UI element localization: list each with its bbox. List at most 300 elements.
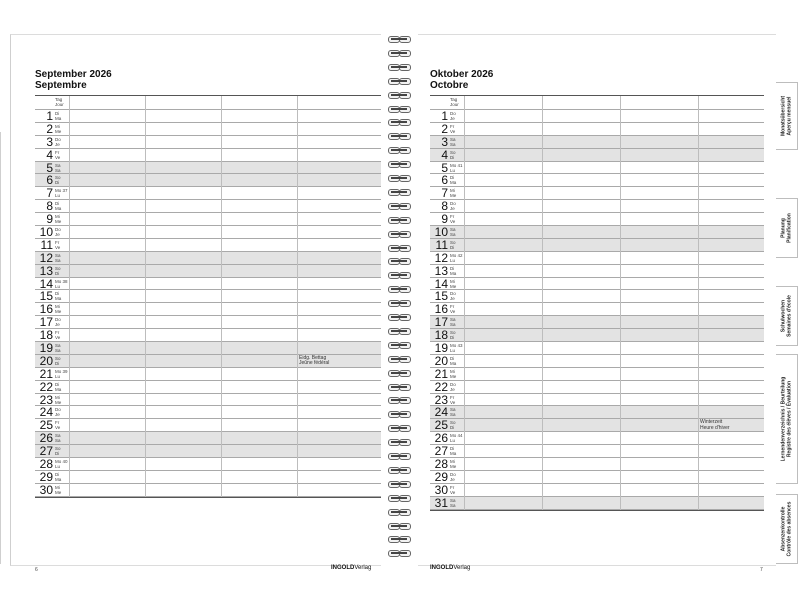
holiday-note-de: Winterzeit xyxy=(700,419,723,426)
day-row[interactable] xyxy=(430,226,764,239)
day-row[interactable] xyxy=(430,432,764,445)
weekday-label xyxy=(55,291,61,301)
spiral-coil xyxy=(386,495,412,502)
weekday-fr: Lu xyxy=(450,348,456,354)
day-row[interactable] xyxy=(430,381,764,394)
day-number: 14 xyxy=(39,276,53,291)
weekday-label xyxy=(450,382,456,392)
day-row[interactable] xyxy=(430,342,764,355)
day-row[interactable] xyxy=(430,265,764,278)
weekday-fr: Lu xyxy=(450,167,456,173)
weekday-de: Mi xyxy=(450,459,455,465)
weekday-fr: Je xyxy=(55,141,60,147)
day-row[interactable] xyxy=(35,239,381,252)
month-title-september xyxy=(35,69,112,91)
day-number: 13 xyxy=(39,263,53,278)
tab-label xyxy=(781,295,792,337)
weekday-label xyxy=(55,356,61,366)
weekday-fr: Sa xyxy=(450,502,456,508)
tab-absence-control[interactable] xyxy=(776,494,798,564)
weekday-label xyxy=(450,304,455,314)
spiral-coil xyxy=(386,467,412,474)
weekday-de: Mi xyxy=(55,394,60,400)
day-number: 30 xyxy=(434,482,448,497)
spiral-coil xyxy=(386,314,412,321)
day-row[interactable] xyxy=(35,303,381,316)
day-row[interactable] xyxy=(35,368,381,381)
day-row[interactable] xyxy=(430,458,764,471)
day-row[interactable] xyxy=(35,471,381,484)
weekday-fr: Di xyxy=(450,335,455,341)
tab-student-register[interactable] xyxy=(776,354,798,484)
spiral-coil xyxy=(386,245,412,252)
column-divider xyxy=(297,96,298,497)
weekday-de: Di xyxy=(55,471,60,477)
column-divider xyxy=(464,96,465,510)
weekday-label xyxy=(450,279,456,289)
publisher-logo xyxy=(430,565,470,571)
weekday-label xyxy=(55,163,61,173)
day-row[interactable] xyxy=(430,110,764,123)
day-grid-october xyxy=(430,95,764,511)
day-row[interactable] xyxy=(35,213,381,226)
tab-monthly-overview[interactable] xyxy=(776,82,798,150)
weekday-label xyxy=(450,291,456,301)
spiral-coil xyxy=(386,147,412,154)
weekday-fr: Ma xyxy=(55,206,62,212)
day-number: 11 xyxy=(40,237,53,252)
day-number: 20 xyxy=(434,353,448,368)
day-number: 23 xyxy=(39,392,53,407)
spiral-coil xyxy=(386,481,412,488)
day-number: 5 xyxy=(441,160,448,175)
weekday-fr: Lu xyxy=(450,257,456,263)
day-number: 18 xyxy=(39,328,53,343)
page-number: 6 xyxy=(35,567,38,573)
weekday-de: Do xyxy=(55,317,61,323)
spiral-coil xyxy=(386,523,412,530)
weekday-de: Fr xyxy=(55,420,60,426)
spiral-binding xyxy=(386,36,412,564)
weekday-fr: Je xyxy=(450,116,455,121)
month-title-fr: Octobre xyxy=(430,80,469,91)
weekday-fr: Di xyxy=(450,244,455,250)
weekday-fr: Ma xyxy=(55,116,62,121)
weekday-fr: Me xyxy=(450,373,457,379)
weekday-de: So xyxy=(55,265,61,271)
day-number: 9 xyxy=(441,212,448,227)
tab-school-weeks[interactable] xyxy=(776,286,798,346)
weekday-de: Mi xyxy=(55,123,60,129)
day-row[interactable] xyxy=(35,110,381,123)
weekday-fr: Me xyxy=(55,489,62,495)
day-row[interactable] xyxy=(35,458,381,471)
day-row[interactable] xyxy=(430,162,764,175)
weekday-label xyxy=(450,446,456,456)
column-divider xyxy=(145,96,146,497)
tab-planning[interactable] xyxy=(776,198,798,258)
weekday-label xyxy=(55,433,61,443)
weekday-de: So xyxy=(55,446,61,452)
spiral-coil xyxy=(386,300,412,307)
weekday-label xyxy=(55,137,61,147)
weekday-de: Do xyxy=(450,201,456,207)
weekday-fr: Ve xyxy=(55,335,61,341)
weekday-fr: Lu xyxy=(55,193,61,199)
weekday-label xyxy=(55,446,61,456)
tab-label xyxy=(781,213,792,243)
day-row[interactable] xyxy=(430,123,764,136)
day-row[interactable] xyxy=(430,278,764,291)
day-row[interactable] xyxy=(430,252,764,265)
weekday-label xyxy=(450,407,456,417)
weekday-label xyxy=(55,330,60,340)
weekday-label xyxy=(55,343,61,353)
weekday-fr: Sa xyxy=(450,322,456,328)
weekday-label xyxy=(450,266,456,276)
day-row[interactable] xyxy=(35,381,381,394)
day-number: 15 xyxy=(39,289,53,304)
day-row[interactable] xyxy=(35,252,381,265)
weekday-fr: Ve xyxy=(55,425,61,431)
day-row[interactable] xyxy=(430,303,764,316)
weekday-label xyxy=(450,317,456,327)
header-row xyxy=(430,96,764,110)
day-row[interactable] xyxy=(430,471,764,484)
day-row[interactable] xyxy=(430,419,764,432)
day-number: 18 xyxy=(434,328,448,343)
weekday-de: Di xyxy=(450,265,455,271)
day-row[interactable] xyxy=(35,162,381,175)
column-divider xyxy=(620,96,621,510)
weekday-de: Di xyxy=(55,291,60,297)
weekday-de: Mo 37 xyxy=(55,188,68,194)
day-row[interactable] xyxy=(35,200,381,213)
day-row[interactable] xyxy=(35,394,381,407)
day-row[interactable] xyxy=(430,355,764,368)
weekday-fr: Me xyxy=(450,193,457,199)
month-title-de: September 2026 xyxy=(35,69,112,80)
weekday-label xyxy=(450,330,456,340)
weekday-fr: Di xyxy=(55,270,60,276)
column-divider xyxy=(698,96,699,510)
spiral-coil xyxy=(386,92,412,99)
weekday-label xyxy=(450,175,456,185)
weekday-fr: Je xyxy=(450,386,455,392)
day-number: 21 xyxy=(434,366,448,381)
spiral-coil xyxy=(386,78,412,85)
weekday-label xyxy=(55,253,61,263)
day-row[interactable] xyxy=(430,213,764,226)
weekday-label xyxy=(450,227,456,237)
day-row[interactable] xyxy=(430,329,764,342)
spiral-coil xyxy=(386,342,412,349)
weekday-fr: Me xyxy=(450,464,457,470)
spiral-coil xyxy=(386,453,412,460)
weekday-fr: Ma xyxy=(450,270,457,276)
day-row[interactable] xyxy=(430,290,764,303)
weekday-fr: Di xyxy=(55,360,60,366)
day-number: 30 xyxy=(39,482,53,497)
day-number: 8 xyxy=(441,199,448,214)
spiral-coil xyxy=(386,50,412,57)
day-row[interactable] xyxy=(430,406,764,419)
tab-label-de: Lernendenverzeichnis / Beurteilung xyxy=(780,376,786,462)
weekday-label xyxy=(55,472,61,482)
weekday-de: Sa xyxy=(55,343,61,349)
day-row[interactable] xyxy=(430,136,764,149)
weekday-de: Fr xyxy=(450,214,455,220)
day-number: 2 xyxy=(46,121,53,136)
weekday-label xyxy=(55,111,61,121)
day-row[interactable] xyxy=(35,329,381,342)
day-row[interactable] xyxy=(35,342,381,355)
day-number: 19 xyxy=(39,341,53,356)
day-number: 9 xyxy=(46,212,53,227)
month-title-de: Oktober 2026 xyxy=(430,69,494,80)
weekday-de: Do xyxy=(55,227,61,233)
weekday-de: Mo 39 xyxy=(55,368,68,374)
weekday-label xyxy=(55,459,68,469)
tab-label xyxy=(781,96,792,136)
day-row[interactable] xyxy=(35,149,381,162)
tab-label-de: Planung xyxy=(780,218,786,238)
day-row[interactable] xyxy=(430,497,764,510)
day-number: 29 xyxy=(39,469,53,484)
day-number: 22 xyxy=(39,379,53,394)
day-number: 25 xyxy=(434,418,448,433)
spiral-coil xyxy=(386,356,412,363)
weekday-label xyxy=(450,240,456,250)
day-row[interactable] xyxy=(35,432,381,445)
day-number: 19 xyxy=(434,341,448,356)
weekday-fr: Me xyxy=(55,128,62,134)
weekday-fr: Ma xyxy=(450,360,457,366)
weekday-label xyxy=(55,240,60,250)
day-number: 10 xyxy=(434,225,448,240)
day-number: 16 xyxy=(434,302,448,317)
weekday-fr: Sa xyxy=(450,232,456,238)
weekday-de: Mi xyxy=(450,368,455,374)
header-label-fr: Jour xyxy=(450,102,459,107)
weekday-label xyxy=(450,433,463,443)
weekday-fr: Sa xyxy=(55,167,61,173)
weekday-de: Mi xyxy=(450,278,455,284)
day-row[interactable] xyxy=(35,355,381,368)
day-row[interactable] xyxy=(35,316,381,329)
column-divider xyxy=(221,96,222,497)
weekday-fr: Ma xyxy=(450,180,457,186)
tab-label-fr: Planification xyxy=(785,213,792,243)
column-divider xyxy=(69,96,70,497)
day-row[interactable] xyxy=(35,406,381,419)
day-number: 7 xyxy=(441,186,448,201)
weekday-label xyxy=(450,472,456,482)
month-title-october xyxy=(430,69,493,91)
weekday-de: Di xyxy=(55,201,60,207)
spiral-coil xyxy=(386,370,412,377)
holiday-note xyxy=(700,420,730,431)
weekday-de: Di xyxy=(450,355,455,361)
weekday-de: So xyxy=(450,149,456,155)
spiral-coil xyxy=(386,425,412,432)
day-number: 6 xyxy=(46,173,53,188)
weekday-fr: Ve xyxy=(450,489,456,495)
weekday-de: Mo 40 xyxy=(55,459,68,465)
day-row[interactable] xyxy=(35,265,381,278)
day-number: 5 xyxy=(46,160,53,175)
weekday-fr: Je xyxy=(55,322,60,328)
weekday-fr: Sa xyxy=(55,348,61,354)
day-number: 7 xyxy=(46,186,53,201)
day-number: 12 xyxy=(434,250,448,265)
weekday-fr: Sa xyxy=(55,257,61,263)
weekday-fr: Lu xyxy=(55,373,61,379)
weekday-de: So xyxy=(450,330,456,336)
weekday-label xyxy=(55,407,61,417)
day-row[interactable] xyxy=(430,394,764,407)
tab-label xyxy=(781,502,792,557)
spiral-coil xyxy=(386,189,412,196)
day-row[interactable] xyxy=(35,419,381,432)
spiral-coil xyxy=(386,161,412,168)
weekday-label xyxy=(55,395,61,405)
weekday-fr: Ve xyxy=(450,219,456,225)
day-number: 3 xyxy=(441,134,448,149)
weekday-fr: Je xyxy=(450,296,455,302)
weekday-de: Fr xyxy=(450,484,455,490)
spiral-coil xyxy=(386,217,412,224)
weekday-label xyxy=(450,201,456,211)
day-row[interactable] xyxy=(430,445,764,458)
day-row[interactable] xyxy=(430,174,764,187)
brand-rest: Verlag xyxy=(354,565,372,571)
day-row[interactable] xyxy=(35,226,381,239)
day-number: 15 xyxy=(434,289,448,304)
day-number: 13 xyxy=(434,263,448,278)
weekday-de: Sa xyxy=(450,407,456,413)
weekday-label xyxy=(55,266,61,276)
weekday-fr: Je xyxy=(55,232,60,238)
weekday-label xyxy=(55,369,68,379)
weekday-label xyxy=(55,175,61,185)
spiral-coil xyxy=(386,286,412,293)
weekday-label xyxy=(55,214,61,224)
day-row[interactable] xyxy=(430,484,764,497)
weekday-label xyxy=(55,227,61,237)
spiral-coil xyxy=(386,133,412,140)
spiral-coil xyxy=(386,175,412,182)
weekday-fr: Me xyxy=(450,283,457,289)
weekday-fr: Ve xyxy=(450,128,456,134)
day-number: 8 xyxy=(46,199,53,214)
day-row[interactable] xyxy=(35,445,381,458)
day-number: 20 xyxy=(39,353,53,368)
day-number: 23 xyxy=(434,392,448,407)
weekday-label xyxy=(55,317,61,327)
day-number: 17 xyxy=(434,315,448,330)
weekday-label xyxy=(450,356,456,366)
day-number: 29 xyxy=(434,469,448,484)
weekday-label xyxy=(450,485,455,495)
day-number: 3 xyxy=(46,134,53,149)
spiral-coil xyxy=(386,536,412,543)
weekday-fr: Ve xyxy=(55,244,61,250)
weekday-label xyxy=(450,420,456,430)
weekday-fr: Je xyxy=(55,412,60,418)
header-label-de: Tag xyxy=(55,97,63,102)
day-row[interactable] xyxy=(35,136,381,149)
weekday-label xyxy=(450,111,456,121)
day-row[interactable] xyxy=(35,123,381,136)
weekday-de: So xyxy=(450,239,456,245)
weekday-de: Mo 43 xyxy=(450,343,463,349)
weekday-de: Sa xyxy=(55,162,61,168)
weekday-label xyxy=(450,137,456,147)
weekday-label xyxy=(450,214,455,224)
day-number: 27 xyxy=(39,444,53,459)
day-number: 21 xyxy=(39,366,53,381)
weekday-de: So xyxy=(450,420,456,426)
day-row[interactable] xyxy=(430,200,764,213)
weekday-label xyxy=(55,304,61,314)
spiral-coil xyxy=(386,106,412,113)
weekday-label xyxy=(450,253,463,263)
day-row[interactable] xyxy=(35,278,381,291)
weekday-de: Mi xyxy=(55,214,60,220)
weekday-fr: Lu xyxy=(450,438,456,444)
spiral-coil xyxy=(386,328,412,335)
day-row[interactable] xyxy=(430,149,764,162)
weekday-label xyxy=(55,201,61,211)
weekday-fr: Ma xyxy=(55,476,62,482)
weekday-label xyxy=(450,343,463,353)
weekday-fr: Di xyxy=(450,154,455,160)
brand-rest: Verlag xyxy=(453,565,471,571)
spiral-coil xyxy=(386,550,412,557)
day-number: 4 xyxy=(46,147,53,162)
day-row[interactable] xyxy=(35,290,381,303)
spiral-coil xyxy=(386,384,412,391)
weekday-de: Mi xyxy=(450,188,455,194)
spiral-coil xyxy=(386,272,412,279)
spiral-coil xyxy=(386,231,412,238)
weekday-fr: Sa xyxy=(450,412,456,418)
day-row[interactable] xyxy=(430,316,764,329)
day-row[interactable] xyxy=(430,368,764,381)
day-row[interactable] xyxy=(35,484,381,497)
day-row[interactable] xyxy=(35,174,381,187)
weekday-fr: Di xyxy=(55,180,60,186)
weekday-de: Mo 42 xyxy=(450,252,463,258)
day-row[interactable] xyxy=(430,239,764,252)
weekday-fr: Sa xyxy=(55,438,61,444)
spiral-coil xyxy=(386,64,412,71)
header-label-fr: Jour xyxy=(55,102,64,107)
day-row[interactable] xyxy=(430,187,764,200)
weekday-label xyxy=(55,420,60,430)
spiral-coil xyxy=(386,439,412,446)
weekday-label xyxy=(55,188,68,198)
weekday-de: Di xyxy=(450,175,455,181)
weekday-de: Di xyxy=(55,381,60,387)
weekday-de: Sa xyxy=(55,433,61,439)
weekday-de: Fr xyxy=(450,123,455,129)
weekday-de: Do xyxy=(450,381,456,387)
weekday-de: Sa xyxy=(450,317,456,323)
spiral-coil xyxy=(386,203,412,210)
day-row[interactable] xyxy=(35,187,381,200)
